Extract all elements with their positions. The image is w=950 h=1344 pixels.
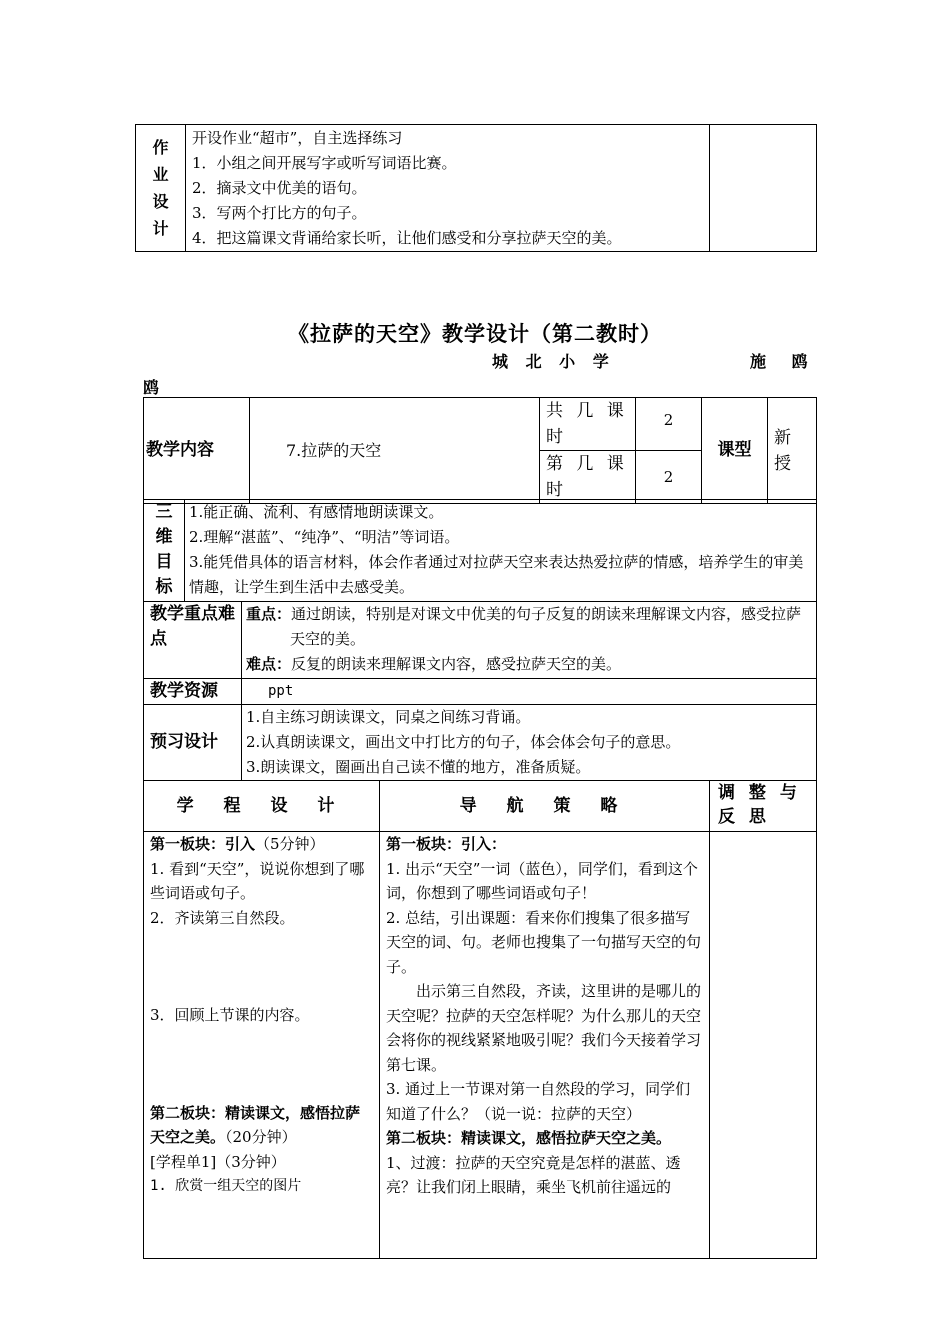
guidance-item: 2. 总结，引出课题：看来你们搜集了很多描写天空的词、句。老师也搜集了一句描写天空的句子。: [386, 908, 702, 976]
teaching-content-label: 教学内容: [144, 398, 250, 504]
author-name-wrap: 鸥: [143, 378, 160, 397]
guidance-section2-title: 第二板块：精读课文，感悟拉萨天空之美。: [386, 1129, 672, 1147]
homework-label: 作 业 设 计: [152, 138, 169, 238]
learning-section2-title: 第二板块：精读课文，感悟拉萨天空之美。: [150, 1103, 361, 1146]
homework-line: 2．摘录文中优美的语句。: [192, 179, 367, 197]
guidance-item: 1. 出示“天空”一词（蓝色），同学们，看到这个词，你想到了哪些词语或句子！: [386, 859, 698, 902]
preview-label: 预习设计: [144, 705, 242, 781]
resource-label: 教学资源: [144, 679, 242, 705]
document-title: 《拉萨的天空》教学设计（第二教时）: [288, 321, 662, 346]
learning-item: 3．回顾上节课的内容。: [150, 1006, 310, 1024]
key-points-table: [143, 601, 817, 781]
homework-line: 4．把这篇课文背诵给家长听，让他们感受和分享拉萨天空的美。: [192, 229, 622, 247]
author-school: 城 北 小 学: [492, 352, 615, 371]
goals-label: 三 维 目 标: [155, 502, 173, 597]
key-points-content: [242, 602, 817, 679]
homework-label-cell: [136, 125, 186, 252]
learning-sheet: [学程单1]（3分钟）: [150, 1152, 286, 1171]
key-point-prefix: 重点：: [246, 605, 292, 623]
goals-content-cell: [185, 500, 817, 602]
goal-item: 3.能凭借具体的语言材料，体会作者通过对拉萨天空来表达热爱拉萨的情感，培养学生的审美情趣，让学生到生活中去感受美。: [189, 553, 804, 596]
guidance-item: 出示第三自然段，齐读，这里讲的是哪儿的天空呢？拉萨的天空怎样呢？为什么那儿的天空会将你的视线紧紧地吸引呢？我们今天接着学习第七课。: [386, 982, 702, 1074]
difficulty-prefix: 难点：: [246, 655, 292, 673]
lesson-number-label: 第 几 课 时: [540, 451, 636, 504]
lesson-number-value: 2: [636, 451, 702, 504]
key-point-text: 通过朗读，特别是对课文中优美的句子反复的朗读来理解课文内容，感受拉萨天空的美。: [290, 605, 802, 648]
preview-item: 1.自主练习朗读课文，同桌之间练习背诵。: [246, 708, 531, 726]
process-table: [143, 780, 817, 1259]
homework-line: 1．小组之间开展写字或听写词语比赛。: [192, 154, 457, 172]
lesson-info-table: [143, 397, 817, 504]
reflection-header: 调 整 与 反 思: [710, 781, 817, 832]
goals-table: [143, 499, 817, 602]
homework-table: [135, 124, 817, 252]
total-lessons-label: 共 几 课 时: [540, 398, 636, 451]
reflection-column: [710, 832, 817, 1259]
learning-item: 2．齐读第三自然段。: [150, 908, 295, 927]
key-points-label: 教学重点难点: [144, 602, 242, 679]
guidance-column: [380, 832, 710, 1259]
guidance-item: 3. 通过上一节课对第一自然段的学习，同学们知道了什么？（说一说：拉萨的天空）: [386, 1080, 691, 1123]
goals-label-cell: [144, 500, 185, 602]
homework-reflection-cell: [710, 125, 817, 252]
preview-item: 2.认真朗读课文，画出文中打比方的句子，体会体会句子的意思。: [246, 733, 681, 751]
learning-section1-title: 第一板块：引入: [150, 835, 256, 853]
guidance-header: 导 航 策 略: [380, 781, 710, 832]
guidance-section1-title: 第一板块：引入：: [386, 835, 507, 853]
homework-line: 开设作业“超市”，自主选择练习: [192, 129, 403, 147]
homework-content-cell: [186, 125, 710, 252]
learning-column: [144, 832, 380, 1259]
learning-item: 1. 欣赏一组天空的图片: [150, 1178, 302, 1194]
goal-item: 2.理解“湛蓝”、“纯净”、“明洁”等词语。: [189, 528, 460, 546]
homework-line: 3．写两个打比方的句子。: [192, 204, 367, 222]
preview-item: 3.朗读课文，圈画出自己读不懂的地方，准备质疑。: [246, 758, 591, 776]
lesson-type-value: 新 授: [768, 398, 817, 504]
learning-section1-time: （5分钟）: [255, 835, 325, 853]
teaching-content-value: 7.拉萨的天空: [250, 398, 540, 504]
resource-value: ppt: [242, 679, 817, 705]
learning-section2-time: （20分钟）: [225, 1128, 297, 1146]
guidance-item: 1、过渡：拉萨的天空究竟是怎样的湛蓝、透亮？让我们闭上眼睛，乘坐飞机前往遥远的: [386, 1153, 681, 1196]
difficulty-text: 反复的朗读来理解课文内容，感受拉萨天空的美。: [291, 655, 622, 673]
lesson-type-label: 课型: [702, 398, 768, 504]
learning-header: 学 程 设 计: [144, 781, 380, 832]
goal-item: 1.能正确、流利、有感情地朗读课文。: [189, 503, 444, 521]
total-lessons-value: 2: [636, 398, 702, 451]
preview-content: [242, 705, 817, 781]
author-name: 施 鸥: [750, 352, 818, 371]
learning-item: 1. 看到“天空”，说说你想到了哪些词语或句子。: [150, 859, 365, 902]
